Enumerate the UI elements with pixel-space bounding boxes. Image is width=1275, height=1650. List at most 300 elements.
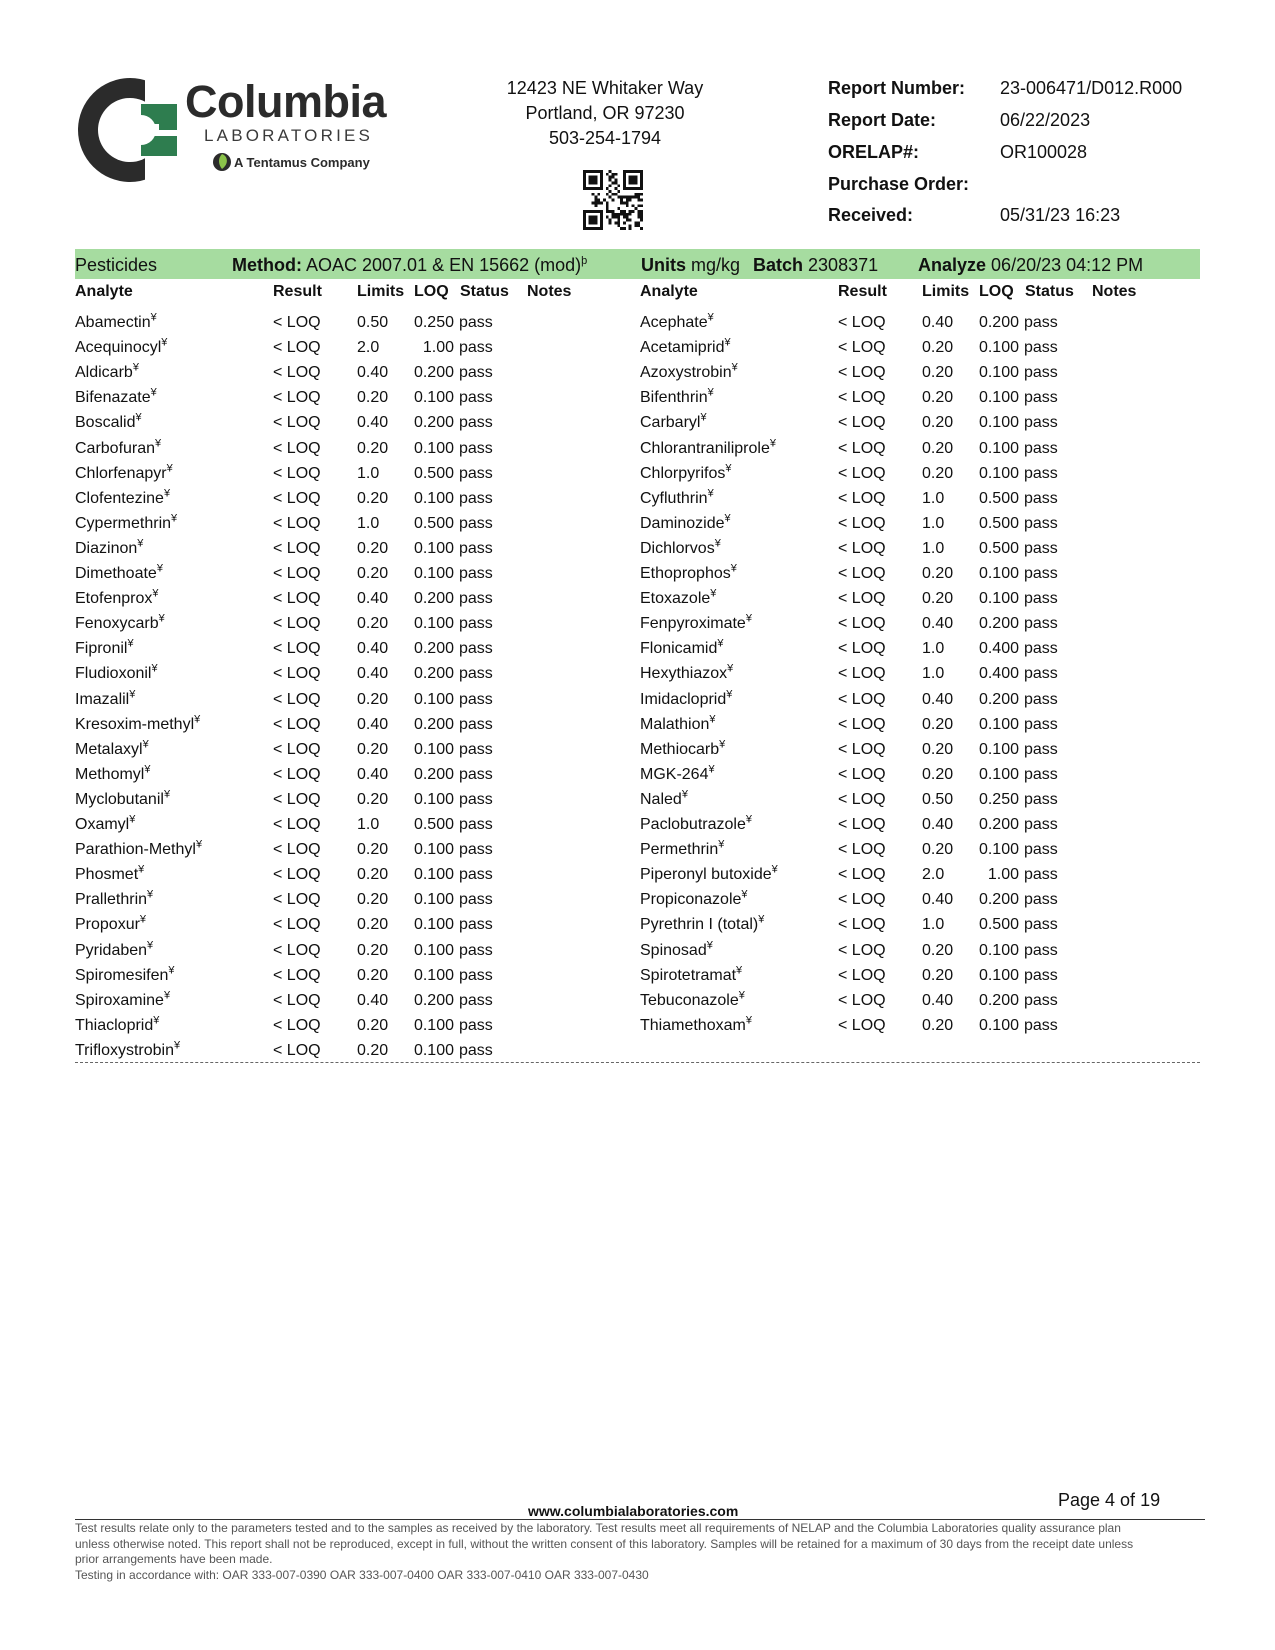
accreditation-mark: ¥ <box>745 1014 752 1027</box>
analyte-name <box>640 838 725 859</box>
limits-value <box>922 389 953 407</box>
status-value <box>1024 640 1058 658</box>
limits-value <box>357 1017 388 1035</box>
accreditation-mark: ¥ <box>147 939 154 952</box>
limits-value-text: 1.0 <box>922 539 945 557</box>
result-value-text: < LOQ <box>838 464 886 482</box>
result-value-text: < LOQ <box>273 439 321 457</box>
result-value <box>273 640 321 658</box>
loq-value <box>409 665 454 683</box>
analyte-name <box>75 863 145 884</box>
result-value <box>273 841 321 859</box>
status-value-text: pass <box>1024 314 1058 331</box>
loq-value <box>974 414 1019 432</box>
result-value-text: < LOQ <box>273 489 321 507</box>
limits-value-text: 1.0 <box>922 489 945 507</box>
analyte-name-text: Aldicarb <box>75 364 133 382</box>
logo-wordmark: Columbia <box>185 76 387 127</box>
status-value <box>1024 389 1058 407</box>
limits-value <box>357 490 388 508</box>
analyte-name <box>75 537 144 558</box>
result-value-text: < LOQ <box>838 339 886 357</box>
loq-value-text: 0.400 <box>978 640 1019 658</box>
result-value <box>838 314 886 332</box>
result-value <box>838 389 886 407</box>
limits-value-text: 0.40 <box>357 991 389 1009</box>
limits-value-text: 0.20 <box>357 891 389 909</box>
loq-value <box>974 465 1019 483</box>
status-value <box>459 891 493 909</box>
accreditation-mark: ¥ <box>158 612 165 625</box>
result-value-text: < LOQ <box>273 765 321 783</box>
limits-value-text: 0.40 <box>922 991 954 1009</box>
limits-value-text: 0.20 <box>357 841 389 859</box>
result-value <box>838 565 886 583</box>
result-value-text: < LOQ <box>273 1016 321 1034</box>
accreditation-mark: ¥ <box>139 914 147 927</box>
accreditation-mark: ¥ <box>171 512 178 525</box>
result-value <box>273 791 321 809</box>
loq-value-text: 0.500 <box>978 539 1019 557</box>
col-header-limits-right: Limits <box>922 283 970 300</box>
status-value-text: pass <box>459 339 493 357</box>
result-value <box>838 364 886 382</box>
loq-value <box>409 615 454 633</box>
loq-value-text: 0.200 <box>978 314 1019 331</box>
limits-value <box>922 615 953 633</box>
result-value-text: < LOQ <box>838 765 886 783</box>
result-value-text: < LOQ <box>838 740 886 758</box>
limits-value-text: 0.40 <box>357 640 389 658</box>
limits-value <box>922 665 944 683</box>
result-value <box>273 967 321 985</box>
limits-value <box>357 389 388 407</box>
status-value <box>1024 1017 1058 1035</box>
limits-value <box>922 540 944 558</box>
result-value <box>838 967 886 985</box>
limits-value-text: 0.20 <box>922 715 954 733</box>
status-value-text: pass <box>459 1016 493 1034</box>
loq-value <box>409 640 454 658</box>
result-value-text: < LOQ <box>273 539 321 557</box>
loq-value <box>409 992 454 1010</box>
status-value <box>459 741 493 759</box>
limits-value-text: 0.50 <box>357 314 389 331</box>
loq-value-text: 0.100 <box>413 841 454 859</box>
section-name: Pesticides <box>75 255 158 275</box>
status-value <box>1024 691 1058 709</box>
limits-value <box>357 615 388 633</box>
analyte-name <box>640 386 714 407</box>
status-value-text: pass <box>459 665 493 683</box>
limits-value-text: 0.20 <box>357 740 389 758</box>
limits-value-text: 0.20 <box>922 364 954 382</box>
limits-value-text: 0.40 <box>922 816 954 833</box>
status-value <box>1024 992 1058 1010</box>
status-value <box>459 615 493 633</box>
status-value-text: pass <box>459 841 493 859</box>
loq-value <box>409 314 454 332</box>
loq-value-text: 0.100 <box>413 539 454 557</box>
accreditation-mark: ¥ <box>726 688 733 701</box>
result-value-text: < LOQ <box>273 414 321 432</box>
limits-value <box>922 766 953 784</box>
analyte-name <box>75 838 203 859</box>
loq-value-text: 0.400 <box>978 665 1019 683</box>
limits-value-text: 1.0 <box>357 464 380 482</box>
result-value-text: < LOQ <box>273 715 321 733</box>
result-value <box>273 891 321 909</box>
accreditation-mark: ¥ <box>771 863 778 876</box>
status-value-text: pass <box>1024 389 1058 407</box>
accreditation-mark: ¥ <box>147 888 154 901</box>
loq-value-text: 0.200 <box>413 364 454 382</box>
analyte-name <box>75 713 201 734</box>
accreditation-mark: ¥ <box>153 1014 160 1027</box>
limits-value-text: 0.20 <box>357 790 389 808</box>
website-link[interactable]: www.columbialaboratories.com <box>528 1503 739 1519</box>
result-value <box>273 866 321 884</box>
status-value <box>1024 414 1058 432</box>
result-value-text: < LOQ <box>273 590 321 608</box>
result-value-text: < LOQ <box>838 690 886 708</box>
result-value-text: < LOQ <box>838 389 886 407</box>
limits-value-text: 1.0 <box>922 514 945 532</box>
analyte-name-text: Fenoxycarb <box>75 615 159 633</box>
analyte-name <box>75 612 165 633</box>
status-value-text: pass <box>1024 590 1058 608</box>
analyte-name-text: Etofenprox <box>75 590 153 608</box>
status-value <box>1024 314 1058 332</box>
limits-value <box>357 866 388 884</box>
analyte-name <box>75 487 171 508</box>
status-value-text: pass <box>1024 464 1058 482</box>
analyte-name-text: Parathion-Methyl <box>75 841 196 859</box>
analyte-name-text: Carbofuran <box>75 439 156 457</box>
result-value-text: < LOQ <box>273 364 321 382</box>
loq-value <box>974 766 1019 784</box>
limits-value <box>922 716 953 734</box>
loq-value-text: 0.500 <box>413 816 454 833</box>
loq-value <box>974 590 1019 608</box>
analyte-name-text: Imazalil <box>75 690 130 708</box>
page-number: Page 4 of 19 <box>1058 1490 1161 1510</box>
result-value <box>838 1017 886 1035</box>
loq-value-text: 0.200 <box>978 891 1019 909</box>
analyte-name-text: Spiromesifen <box>75 966 169 984</box>
accreditation-mark: ¥ <box>730 562 737 575</box>
status-value <box>1024 942 1058 960</box>
analyte-name-text: Oxamyl <box>75 816 130 833</box>
result-value-text: < LOQ <box>273 464 321 482</box>
accreditation-mark: ¥ <box>163 487 171 500</box>
limits-value <box>922 640 944 658</box>
loq-value <box>974 540 1019 558</box>
analyte-name-text: Propiconazole <box>640 891 742 909</box>
loq-value <box>409 389 454 407</box>
limits-value <box>357 942 388 960</box>
analyte-name <box>640 989 745 1010</box>
limits-value <box>357 465 379 483</box>
analyte-name-text: Clofentezine <box>75 489 164 507</box>
status-value-text: pass <box>1024 916 1058 934</box>
analyte-name <box>640 437 776 458</box>
limits-value-text: 0.20 <box>357 916 389 934</box>
status-value <box>1024 565 1058 583</box>
units-label: Units <box>641 255 686 275</box>
accreditation-mark: ¥ <box>738 989 745 1002</box>
loq-value-text: 1.00 <box>422 339 454 357</box>
analyte-name-text: Naled <box>640 790 682 808</box>
analyte-name-text: Daminozide <box>640 514 725 532</box>
loq-value-text: 0.100 <box>413 439 454 457</box>
status-value <box>459 314 493 332</box>
limits-value <box>922 440 953 458</box>
result-value <box>273 615 321 633</box>
limits-value <box>922 841 953 859</box>
loq-value-text: 0.100 <box>978 464 1019 482</box>
result-value <box>838 691 886 709</box>
limits-value <box>357 891 388 909</box>
limits-value-text: 0.50 <box>922 790 954 808</box>
loq-value-text: 0.200 <box>413 991 454 1009</box>
analyte-name-text: Cypermethrin <box>75 514 172 532</box>
result-value <box>838 339 886 357</box>
status-value-text: pass <box>459 565 493 582</box>
loq-value-text: 0.250 <box>978 790 1019 808</box>
loq-value-text: 0.100 <box>413 966 454 984</box>
loq-value <box>409 565 454 583</box>
limits-value <box>922 490 944 508</box>
limits-value-text: 0.20 <box>922 565 954 582</box>
accreditation-mark: ¥ <box>138 863 145 876</box>
limits-value-text: 0.20 <box>922 389 954 407</box>
analyte-name-text: Methiocarb <box>640 740 720 758</box>
status-value <box>1024 665 1058 683</box>
loq-value <box>974 967 1019 985</box>
loq-value-text: 0.500 <box>978 489 1019 507</box>
result-value-text: < LOQ <box>838 816 886 833</box>
accreditation-mark: ¥ <box>150 386 157 399</box>
loq-value-text: 0.100 <box>978 841 1019 859</box>
loq-value-text: 0.100 <box>413 866 454 884</box>
loq-value-text: 0.100 <box>413 790 454 808</box>
loq-value <box>974 791 1019 809</box>
status-value-text: pass <box>1024 866 1058 884</box>
limits-value <box>922 791 953 809</box>
status-value-text: pass <box>1024 514 1058 532</box>
loq-value-text: 0.100 <box>978 565 1019 582</box>
result-value <box>273 364 321 382</box>
col-header-result-left: Result <box>273 283 322 300</box>
loq-value-text: 0.500 <box>413 514 454 532</box>
result-value-text: < LOQ <box>838 841 886 859</box>
accreditation-mark: ¥ <box>137 537 144 550</box>
limits-value-text: 0.20 <box>922 841 954 859</box>
analyte-name <box>75 311 157 332</box>
limits-value <box>357 414 388 432</box>
analyte-name-text: Ethoprophos <box>640 565 731 582</box>
loq-value <box>409 590 454 608</box>
status-value-text: pass <box>1024 615 1058 633</box>
result-value <box>838 866 886 884</box>
loq-value <box>974 389 1019 407</box>
analyte-name <box>640 361 738 382</box>
analyte-name-text: Spinosad <box>640 941 707 959</box>
result-value-text: < LOQ <box>838 715 886 733</box>
status-value-text: pass <box>1024 565 1058 582</box>
accreditation-mark: ¥ <box>700 412 707 425</box>
accreditation-mark: ¥ <box>132 361 139 374</box>
address-street: 12423 NE Whitaker Way <box>506 78 704 98</box>
status-value <box>459 665 493 683</box>
analyte-name-text: Hexythiazox <box>640 665 728 683</box>
limits-value <box>357 741 388 759</box>
loq-value <box>974 866 1019 884</box>
loq-value <box>974 665 1019 683</box>
status-value-text: pass <box>1024 489 1058 507</box>
limits-value <box>922 916 944 934</box>
units-info <box>641 255 740 276</box>
limits-value <box>357 992 388 1010</box>
loq-value-text: 0.100 <box>413 389 454 407</box>
analyte-name-text: Pyrethrin I (total) <box>640 916 759 934</box>
accreditation-mark: ¥ <box>156 562 163 575</box>
loq-value-text: 0.100 <box>978 765 1019 783</box>
limits-value-text: 1.0 <box>357 514 380 532</box>
accreditation-mark: ¥ <box>129 688 136 701</box>
status-value-text: pass <box>459 816 493 833</box>
status-value <box>1024 339 1058 357</box>
limits-value-text: 0.40 <box>922 314 954 331</box>
analyze-label: Analyze <box>918 255 987 275</box>
accreditation-mark: ¥ <box>745 612 752 625</box>
status-value <box>459 490 493 508</box>
result-value-text: < LOQ <box>273 841 321 859</box>
result-value <box>273 816 321 834</box>
analyte-name <box>75 1014 160 1035</box>
analyte-name-text: Paclobutrazole <box>640 816 746 833</box>
analyte-name <box>75 512 178 533</box>
accreditation-mark: ¥ <box>144 763 151 776</box>
loq-value <box>974 916 1019 934</box>
loq-value <box>409 364 454 382</box>
accreditation-mark: ¥ <box>161 336 168 349</box>
status-value-text: pass <box>459 715 493 733</box>
status-value-text: pass <box>1024 690 1058 708</box>
status-value-text: pass <box>459 690 493 708</box>
result-value <box>838 841 886 859</box>
analyte-name <box>640 1014 752 1035</box>
accreditation-mark: ¥ <box>173 1039 181 1052</box>
loq-value-text: 0.100 <box>978 389 1019 407</box>
limits-value <box>357 766 388 784</box>
limits-value <box>357 841 388 859</box>
analyte-name <box>640 414 707 432</box>
limits-value-text: 0.20 <box>922 414 954 432</box>
analyte-name-text: Flonicamid <box>640 640 718 658</box>
result-value-text: < LOQ <box>838 640 886 658</box>
loq-value-text: 0.200 <box>978 816 1019 833</box>
loq-value-text: 1.00 <box>987 866 1019 884</box>
analyte-name-text: Bifenazate <box>75 389 151 407</box>
analyte-name-text: Methomyl <box>75 765 145 783</box>
result-value <box>273 916 321 934</box>
method-value: AOAC 2007.01 & EN 15662 (mod) <box>306 255 582 275</box>
result-value <box>838 490 886 508</box>
status-value <box>459 339 493 357</box>
analyte-name <box>640 688 733 709</box>
analyte-name <box>75 336 168 357</box>
accreditation-mark: ¥ <box>736 964 743 977</box>
loq-value <box>974 364 1019 382</box>
loq-value <box>409 816 454 834</box>
analyte-name-text: Fipronil <box>75 640 128 658</box>
analyte-name <box>640 637 724 658</box>
analyte-name-text: Myclobutanil <box>75 790 164 808</box>
result-value-text: < LOQ <box>838 615 886 633</box>
accreditation-mark: ¥ <box>718 838 725 851</box>
accreditation-mark: ¥ <box>166 462 173 475</box>
limits-value-text: 0.20 <box>922 966 954 984</box>
accreditation-mark: ¥ <box>731 361 738 374</box>
status-value <box>459 440 493 458</box>
status-value <box>459 465 493 483</box>
result-value <box>273 389 321 407</box>
result-value <box>838 942 886 960</box>
accreditation-mark: ¥ <box>150 311 157 324</box>
address-city: Portland, OR 97230 <box>525 103 685 123</box>
qr-code-icon[interactable] <box>583 170 643 230</box>
disclaimer-line-1: Test results relate only to the parameters tested and to the samples as received by the laboratory. Test results meet all requirements of NELAP and the Columbia Laboratories quality assurance plan <box>75 1521 1121 1535</box>
analyte-name <box>75 738 149 759</box>
loq-value-text: 0.100 <box>978 1016 1019 1034</box>
status-value <box>1024 741 1058 759</box>
status-value-text: pass <box>459 489 493 507</box>
status-value-text: pass <box>459 590 493 608</box>
analyte-name <box>640 763 715 784</box>
loq-value <box>974 816 1019 834</box>
analyte-name-text: Imidacloprid <box>640 690 727 708</box>
analyte-name <box>75 989 171 1010</box>
status-value <box>459 691 493 709</box>
loq-value <box>974 440 1019 458</box>
limits-value <box>922 414 953 432</box>
accreditation-mark: ¥ <box>727 663 734 676</box>
analyte-name <box>75 813 136 834</box>
status-value <box>1024 490 1058 508</box>
status-value-text: pass <box>459 790 493 808</box>
status-value-text: pass <box>1024 640 1058 658</box>
status-value-text: pass <box>1024 966 1058 984</box>
loq-value <box>409 414 454 432</box>
analyte-name-text: Diazinon <box>75 539 138 557</box>
limits-value-text: 0.40 <box>357 364 389 382</box>
result-value-text: < LOQ <box>838 991 886 1009</box>
col-header-loq-left: LOQ <box>414 283 449 300</box>
limits-value-text: 0.20 <box>357 941 389 959</box>
status-value-text: pass <box>459 314 493 331</box>
loq-value <box>409 490 454 508</box>
analyte-name <box>640 788 688 809</box>
method-info <box>232 255 587 276</box>
result-value <box>273 741 321 759</box>
status-value-text: pass <box>1024 891 1058 909</box>
analyte-name-text: Thiacloprid <box>75 1016 154 1034</box>
result-value <box>838 766 886 784</box>
status-value <box>1024 841 1058 859</box>
result-value <box>838 791 886 809</box>
